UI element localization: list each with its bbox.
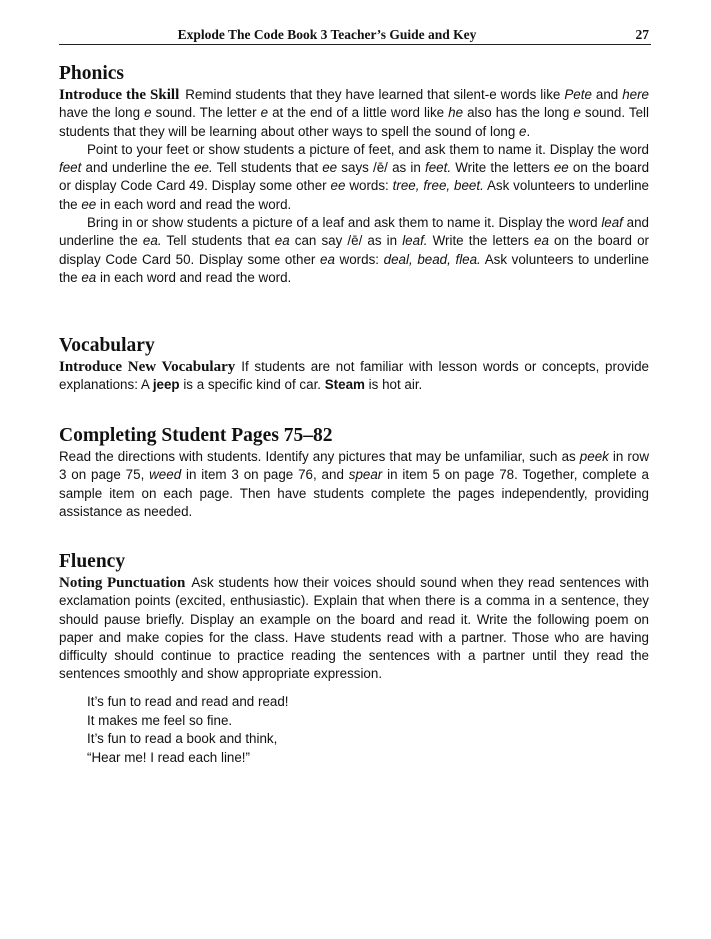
page-number: 27 [635,27,649,42]
vocabulary-lead: Introduce New Vocabulary [59,359,236,375]
vocabulary-section [59,334,649,395]
completing-heading: Completing Student Pages 75–82 [59,425,333,446]
completing-section [59,424,649,521]
phonics-lead: Introduce the Skill [59,87,180,103]
poem [87,693,587,767]
poem-line: It’s fun to read and read and read! [87,694,289,709]
poem-line: “Hear me! I read each line!” [87,749,250,765]
fluency-paragraph: Noting Punctuation Ask students how their voices should sound when they read sentences with exclamation points (excited, enthusiastic). Explain that when there is a comma in a sentence, they should pause briefly. Display an example on the board and read it. Write the following poem on paper and make copies for the class. Have students read with a partner. Those who are having difficulty should continue to practice reading the sentences with a partner until they read the sentences smoothly and show appropriate expression. [59,575,650,682]
phonics-paragraph-3: Bring in or show students a picture of a leaf and ask them to name it. Display the word leaf and underline the ea. Tell students that ea can say /ē/ as in leaf. Write the letters ea on the board or display Code Card 50. Display some other ea words: deal, bead, flea. Ask volunteers to underline the ea in each word and read the word. [59,215,650,285]
phonics-paragraph-2: Point to your feet or show students a picture of feet, and ask them to name it. Display the word feet and underline the ee. Tell students that ee says /ē/ as in feet. Write the letters ee on the board or display Code Card 49. Display some other ee words: tree, free, beet. Ask volunteers to underline the ee in each word and read the word. [59,141,650,212]
poem-line: It’s fun to read a book and think, [87,731,278,746]
phonics-section [59,62,649,287]
vocabulary-paragraph: Introduce New Vocabulary If students are not familiar with lesson words or concepts, provide explanations: A jeep is a specific kind of car. Steam is hot air. [59,359,649,393]
fluency-lead: Noting Punctuation [59,575,186,591]
phonics-paragraph-1: Introduce the Skill Remind students that they have learned that silent-e words like Pete and here have the long e sound. The letter e at the end of a little word like he also has the long e sound. Tell students that they will be learning about other ways to spell the sound of long e. [59,87,649,139]
poem-line: It makes me feel so fine. [87,712,233,728]
completing-paragraph: Read the directions with students. Identify any pictures that may be unfamiliar, such as peek in row 3 on page 75, weed in item 3 on page 76, and spear in item 5 on page 78. Together, complete a sample item on each page. Then have students complete the pages independently, providing assistance as needed. [59,449,649,519]
fluency-section [59,550,649,684]
phonics-heading: Phonics [59,63,125,84]
running-header [59,26,651,45]
fluency-heading: Fluency [59,551,126,572]
header-title: Explode The Code Book 3 Teacher’s Guide and Key [177,27,477,42]
vocabulary-heading: Vocabulary [59,335,155,356]
